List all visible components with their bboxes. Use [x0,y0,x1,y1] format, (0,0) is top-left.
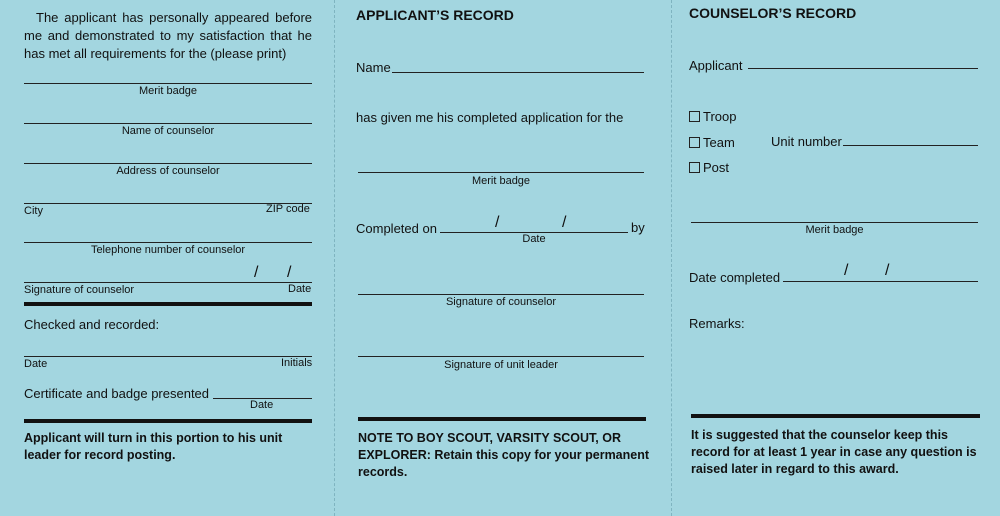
counselors-record-panel [671,0,1000,516]
troop-checkbox[interactable] [689,111,700,122]
counselor-address-caption: Address of counselor [116,165,220,177]
by-label: by [631,220,645,235]
applicant-line[interactable] [748,68,978,69]
post-option[interactable] [689,160,729,175]
counselor-signature-line[interactable] [24,282,312,283]
counselor-signature-caption: Signature of counselor [445,296,557,308]
telephone-line[interactable] [24,242,312,243]
checked-recorded-label: Checked and recorded: [24,317,160,332]
date-completed-line[interactable] [783,281,978,282]
merit-badge-line[interactable] [24,83,312,84]
merit-badge-caption: Merit badge [138,85,198,97]
city-caption: City [24,205,43,217]
applicants-record-title: APPLICANT’S RECORD [356,7,514,23]
name-label: Name [356,60,391,75]
intro-text: The applicant has personally appeared before me and demonstrated to my satisfaction that he has met all requirements for the (please print) [24,10,312,61]
scout-retain-note: NOTE TO BOY SCOUT, VARSITY SCOUT, OR EXPLORER: Retain this copy for your permanent records. [358,431,650,479]
remarks-label: Remarks: [689,316,745,331]
date-completed-label: Date completed [689,270,781,285]
merit-badge-line[interactable] [691,222,978,223]
date-slash: / [885,262,890,279]
date-caption: Date [288,283,312,295]
team-label: Team [703,135,735,150]
applicants-record-panel [334,0,671,516]
counselor-certification-panel [0,0,334,516]
applicant-instruction-note: Applicant will turn in this portion to his unit leader for record posting. [24,431,283,462]
merit-badge-caption: Merit badge [471,175,531,187]
counselor-name-caption: Name of counselor [121,125,215,137]
zip-code-caption: ZIP code [266,203,310,215]
unit-number-line[interactable] [843,145,978,146]
section-divider [24,302,312,306]
initials-caption: Initials [281,357,313,369]
date-caption: Date [522,233,546,245]
date-caption: Date [24,358,48,370]
date-slash: / [254,264,259,281]
date-caption: Date [250,399,274,411]
counselor-name-line[interactable] [24,123,312,124]
unit-leader-signature-caption: Signature of unit leader [444,359,558,371]
signature-caption: Signature of counselor [24,284,135,296]
team-option[interactable] [689,135,735,150]
counselor-keep-record-note: It is suggested that the counselor keep this record for at least 1 year in case any question is raised later in regard to this award. [691,428,977,476]
troop-option[interactable] [689,109,736,124]
counselors-record-title: COUNSELOR’S RECORD [689,5,857,21]
unit-leader-signature-line[interactable] [358,356,644,357]
date-slash: / [562,214,567,231]
date-slash: / [287,264,292,281]
completed-on-label: Completed on [356,221,437,236]
section-divider [691,414,980,418]
post-label: Post [703,160,730,175]
applicant-label: Applicant [689,58,743,73]
unit-number-label: Unit number [771,134,842,149]
date-slash: / [495,214,500,231]
merit-badge-line[interactable] [358,172,644,173]
telephone-caption: Telephone number of counselor [90,244,246,256]
section-divider [358,417,646,421]
post-checkbox[interactable] [689,162,700,173]
counselor-address-line[interactable] [24,163,312,164]
merit-badge-caption: Merit badge [805,224,864,236]
troop-label: Troop [703,109,737,124]
section-divider [24,419,312,423]
certificate-presented-label: Certificate and badge presented [24,386,210,401]
checked-date-line[interactable] [24,356,312,357]
counselor-signature-line[interactable] [358,294,644,295]
date-slash: / [844,262,849,279]
given-application-text: has given me his completed application for the [356,110,624,125]
applicant-name-line[interactable] [392,72,644,73]
team-checkbox[interactable] [689,137,700,148]
